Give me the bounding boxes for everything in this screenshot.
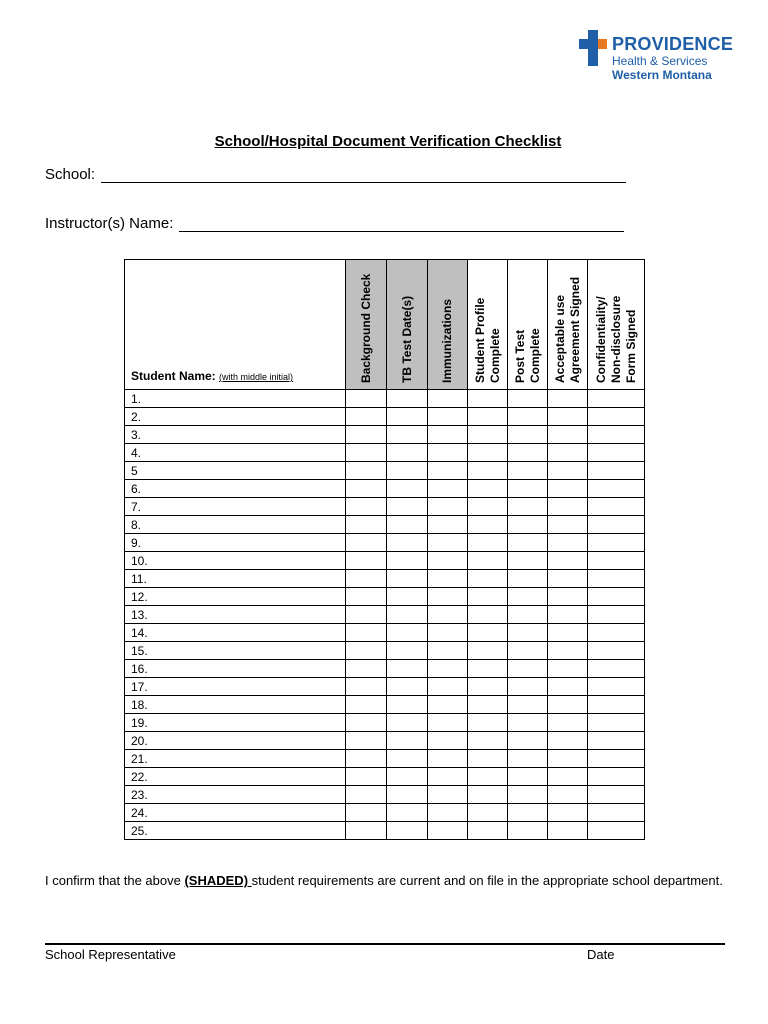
check-cell[interactable] xyxy=(548,750,588,768)
table-row xyxy=(125,714,645,732)
check-cell[interactable] xyxy=(548,786,588,804)
check-cell[interactable] xyxy=(548,804,588,822)
student-name-cell[interactable]: 1. xyxy=(125,390,346,408)
check-cell[interactable] xyxy=(548,768,588,786)
check-cell[interactable] xyxy=(588,462,645,480)
table-row xyxy=(125,678,645,696)
check-cell[interactable] xyxy=(428,552,468,570)
student-name-cell[interactable]: 16. xyxy=(125,660,346,678)
check-cell[interactable] xyxy=(588,426,645,444)
check-cell[interactable] xyxy=(346,624,387,642)
check-cell[interactable] xyxy=(428,696,468,714)
page-title: School/Hospital Document Verification Checklist xyxy=(214,133,562,150)
check-cell[interactable] xyxy=(468,426,508,444)
school-representative-label: School Representative xyxy=(45,947,176,962)
check-cell[interactable] xyxy=(468,570,508,588)
check-cell[interactable] xyxy=(588,660,645,678)
check-cell[interactable] xyxy=(428,732,468,750)
check-cell[interactable] xyxy=(588,624,645,642)
instructor-label: Instructor(s) Name: xyxy=(45,215,174,232)
check-cell[interactable] xyxy=(588,516,645,534)
student-name-cell[interactable]: 18. xyxy=(125,696,346,714)
check-cell[interactable] xyxy=(387,804,428,822)
school-line[interactable] xyxy=(101,169,626,183)
table-row xyxy=(125,426,645,444)
check-cell[interactable] xyxy=(346,480,387,498)
check-cell[interactable] xyxy=(428,624,468,642)
check-cell[interactable] xyxy=(428,498,468,516)
check-cell[interactable] xyxy=(387,714,428,732)
check-cell[interactable] xyxy=(468,696,508,714)
column-header-tb-test: TB Test Date(s) xyxy=(387,260,428,390)
check-cell[interactable] xyxy=(428,660,468,678)
table-row xyxy=(125,408,645,426)
check-cell[interactable] xyxy=(468,624,508,642)
student-name-cell[interactable]: 22. xyxy=(125,768,346,786)
check-cell[interactable] xyxy=(548,822,588,840)
check-cell[interactable] xyxy=(588,768,645,786)
table-row xyxy=(125,444,645,462)
check-cell[interactable] xyxy=(468,498,508,516)
student-name-cell[interactable]: 5 xyxy=(125,462,346,480)
check-cell[interactable] xyxy=(588,534,645,552)
table-row xyxy=(125,480,645,498)
check-cell[interactable] xyxy=(468,732,508,750)
check-cell[interactable] xyxy=(508,516,548,534)
check-cell[interactable] xyxy=(468,660,508,678)
table-row xyxy=(125,750,645,768)
check-cell[interactable] xyxy=(548,732,588,750)
check-cell[interactable] xyxy=(468,588,508,606)
check-cell[interactable] xyxy=(588,498,645,516)
student-name-cell[interactable]: 24. xyxy=(125,804,346,822)
check-cell[interactable] xyxy=(508,732,548,750)
check-cell[interactable] xyxy=(387,750,428,768)
check-cell[interactable] xyxy=(346,516,387,534)
logo-brand: PROVIDENCE xyxy=(612,34,734,54)
check-cell[interactable] xyxy=(468,480,508,498)
check-cell[interactable] xyxy=(508,624,548,642)
check-cell[interactable] xyxy=(387,426,428,444)
table-row xyxy=(125,660,645,678)
check-cell[interactable] xyxy=(468,822,508,840)
table-row xyxy=(125,822,645,840)
table-row xyxy=(125,732,645,750)
table-row xyxy=(125,534,645,552)
table-row xyxy=(125,570,645,588)
check-cell[interactable] xyxy=(588,732,645,750)
student-name-cell[interactable]: 15. xyxy=(125,642,346,660)
check-cell[interactable] xyxy=(428,570,468,588)
logo-subtitle-1: Health & Services xyxy=(612,54,708,68)
student-name-cell[interactable]: 21. xyxy=(125,750,346,768)
check-cell[interactable] xyxy=(508,696,548,714)
check-cell[interactable] xyxy=(387,390,428,408)
check-cell[interactable] xyxy=(387,732,428,750)
check-cell[interactable] xyxy=(346,498,387,516)
check-cell[interactable] xyxy=(508,480,548,498)
confirm-text-end: student requirements are current and on file in the appropriate school department. xyxy=(251,873,723,888)
check-cell[interactable] xyxy=(508,750,548,768)
check-cell[interactable] xyxy=(346,714,387,732)
check-cell[interactable] xyxy=(387,570,428,588)
check-cell[interactable] xyxy=(346,606,387,624)
check-cell[interactable] xyxy=(588,678,645,696)
check-cell[interactable] xyxy=(588,408,645,426)
check-cell[interactable] xyxy=(588,804,645,822)
check-cell[interactable] xyxy=(548,534,588,552)
student-name-cell[interactable]: 6. xyxy=(125,480,346,498)
check-cell[interactable] xyxy=(346,534,387,552)
check-cell[interactable] xyxy=(387,822,428,840)
check-cell[interactable] xyxy=(387,516,428,534)
check-cell[interactable] xyxy=(428,750,468,768)
check-cell[interactable] xyxy=(428,588,468,606)
check-cell[interactable] xyxy=(346,822,387,840)
confirm-text-start: I confirm that the above xyxy=(45,873,185,888)
check-cell[interactable] xyxy=(428,714,468,732)
check-cell[interactable] xyxy=(508,570,548,588)
check-cell[interactable] xyxy=(428,390,468,408)
check-cell[interactable] xyxy=(428,516,468,534)
check-cell[interactable] xyxy=(508,498,548,516)
check-cell[interactable] xyxy=(508,390,548,408)
check-cell[interactable] xyxy=(428,678,468,696)
check-cell[interactable] xyxy=(548,714,588,732)
check-cell[interactable] xyxy=(588,444,645,462)
date-label: Date xyxy=(587,947,615,962)
providence-logo xyxy=(579,30,749,86)
check-cell[interactable] xyxy=(346,696,387,714)
check-cell[interactable] xyxy=(588,750,645,768)
instructor-line[interactable] xyxy=(179,218,624,232)
check-cell[interactable] xyxy=(588,552,645,570)
check-cell[interactable] xyxy=(468,786,508,804)
check-cell[interactable] xyxy=(508,822,548,840)
student-name-cell[interactable]: 13. xyxy=(125,606,346,624)
check-cell[interactable] xyxy=(468,768,508,786)
check-cell[interactable] xyxy=(508,660,548,678)
check-cell[interactable] xyxy=(508,588,548,606)
check-cell[interactable] xyxy=(508,534,548,552)
check-cell[interactable] xyxy=(468,552,508,570)
check-cell[interactable] xyxy=(387,696,428,714)
confirm-shaded-word: (SHADED) xyxy=(184,873,252,888)
check-cell[interactable] xyxy=(468,444,508,462)
student-name-cell[interactable]: 10. xyxy=(125,552,346,570)
check-cell[interactable] xyxy=(508,642,548,660)
check-cell[interactable] xyxy=(508,444,548,462)
check-cell[interactable] xyxy=(508,714,548,732)
check-cell[interactable] xyxy=(588,588,645,606)
check-cell[interactable] xyxy=(387,462,428,480)
check-cell[interactable] xyxy=(346,570,387,588)
check-cell[interactable] xyxy=(548,444,588,462)
table-row xyxy=(125,642,645,660)
check-cell[interactable] xyxy=(346,660,387,678)
check-cell[interactable] xyxy=(346,552,387,570)
check-cell[interactable] xyxy=(548,696,588,714)
signature-line[interactable] xyxy=(45,943,725,945)
check-cell[interactable] xyxy=(468,408,508,426)
student-name-cell[interactable]: 3. xyxy=(125,426,346,444)
student-name-cell[interactable]: 23. xyxy=(125,786,346,804)
school-field xyxy=(45,166,626,183)
check-cell[interactable] xyxy=(588,642,645,660)
check-cell[interactable] xyxy=(548,498,588,516)
check-cell[interactable] xyxy=(428,822,468,840)
check-cell[interactable] xyxy=(387,534,428,552)
student-name-cell[interactable]: 19. xyxy=(125,714,346,732)
check-cell[interactable] xyxy=(468,642,508,660)
check-cell[interactable] xyxy=(428,606,468,624)
check-cell[interactable] xyxy=(428,426,468,444)
check-cell[interactable] xyxy=(346,444,387,462)
check-cell[interactable] xyxy=(508,552,548,570)
check-cell[interactable] xyxy=(387,660,428,678)
check-cell[interactable] xyxy=(387,678,428,696)
check-cell[interactable] xyxy=(387,786,428,804)
table-row xyxy=(125,516,645,534)
check-cell[interactable] xyxy=(588,570,645,588)
check-cell[interactable] xyxy=(346,426,387,444)
student-name-cell[interactable]: 2. xyxy=(125,408,346,426)
check-cell[interactable] xyxy=(548,624,588,642)
logo-subtitle-2: Western Montana xyxy=(612,68,712,82)
student-name-header xyxy=(125,260,346,390)
student-name-cell[interactable]: 11. xyxy=(125,570,346,588)
cross-icon xyxy=(579,30,607,66)
check-cell[interactable] xyxy=(346,390,387,408)
check-cell[interactable] xyxy=(588,696,645,714)
check-cell[interactable] xyxy=(346,408,387,426)
check-cell[interactable] xyxy=(588,714,645,732)
check-cell[interactable] xyxy=(428,444,468,462)
check-cell[interactable] xyxy=(428,462,468,480)
column-header-student-profile: Student Profile Complete xyxy=(468,260,508,390)
check-cell[interactable] xyxy=(468,750,508,768)
check-cell[interactable] xyxy=(387,552,428,570)
check-cell[interactable] xyxy=(508,804,548,822)
student-name-cell[interactable]: 7. xyxy=(125,498,346,516)
check-cell[interactable] xyxy=(387,642,428,660)
check-cell[interactable] xyxy=(508,408,548,426)
column-header-background-check: Background Check xyxy=(346,260,387,390)
column-header-immunizations: Immunizations xyxy=(428,260,468,390)
check-cell[interactable] xyxy=(548,678,588,696)
check-cell[interactable] xyxy=(346,768,387,786)
check-cell[interactable] xyxy=(548,426,588,444)
student-name-header-label: Student Name: xyxy=(131,369,216,383)
student-name-cell[interactable]: 8. xyxy=(125,516,346,534)
check-cell[interactable] xyxy=(346,750,387,768)
checklist-table xyxy=(124,259,645,840)
table-header-row xyxy=(125,260,645,390)
table-row xyxy=(125,696,645,714)
check-cell[interactable] xyxy=(468,714,508,732)
check-cell[interactable] xyxy=(588,390,645,408)
check-cell[interactable] xyxy=(346,804,387,822)
student-name-cell[interactable]: 9. xyxy=(125,534,346,552)
confirmation-statement xyxy=(45,871,725,890)
check-cell[interactable] xyxy=(548,660,588,678)
check-cell[interactable] xyxy=(346,786,387,804)
check-cell[interactable] xyxy=(428,534,468,552)
check-cell[interactable] xyxy=(428,642,468,660)
check-cell[interactable] xyxy=(588,480,645,498)
table-row xyxy=(125,804,645,822)
table-row xyxy=(125,498,645,516)
check-cell[interactable] xyxy=(387,624,428,642)
check-cell[interactable] xyxy=(468,678,508,696)
check-cell[interactable] xyxy=(387,768,428,786)
check-cell[interactable] xyxy=(346,642,387,660)
check-cell[interactable] xyxy=(387,480,428,498)
check-cell[interactable] xyxy=(548,390,588,408)
check-cell[interactable] xyxy=(387,588,428,606)
check-cell[interactable] xyxy=(508,786,548,804)
check-cell[interactable] xyxy=(508,426,548,444)
check-cell[interactable] xyxy=(548,462,588,480)
check-cell[interactable] xyxy=(346,678,387,696)
check-cell[interactable] xyxy=(428,408,468,426)
check-cell[interactable] xyxy=(548,642,588,660)
check-cell[interactable] xyxy=(548,588,588,606)
table-row xyxy=(125,606,645,624)
instructor-field xyxy=(45,215,624,232)
school-label: School: xyxy=(45,166,96,183)
check-cell[interactable] xyxy=(588,822,645,840)
table-row xyxy=(125,786,645,804)
check-cell[interactable] xyxy=(346,588,387,606)
table-row xyxy=(125,552,645,570)
check-cell[interactable] xyxy=(548,408,588,426)
table-row xyxy=(125,390,645,408)
check-cell[interactable] xyxy=(468,516,508,534)
check-cell[interactable] xyxy=(588,786,645,804)
column-header-acceptable-use: Acceptable use Agreement Signed xyxy=(548,260,588,390)
check-cell[interactable] xyxy=(468,534,508,552)
table-row xyxy=(125,768,645,786)
check-cell[interactable] xyxy=(387,444,428,462)
student-name-cell[interactable]: 14. xyxy=(125,624,346,642)
check-cell[interactable] xyxy=(468,462,508,480)
student-name-cell[interactable]: 20. xyxy=(125,732,346,750)
check-cell[interactable] xyxy=(387,606,428,624)
check-cell[interactable] xyxy=(428,786,468,804)
check-cell[interactable] xyxy=(548,480,588,498)
check-cell[interactable] xyxy=(548,570,588,588)
table-row xyxy=(125,624,645,642)
check-cell[interactable] xyxy=(428,480,468,498)
column-header-confidentiality: Confidentiality/ Non-disclosure Form Signed xyxy=(588,260,645,390)
check-cell[interactable] xyxy=(508,462,548,480)
check-cell[interactable] xyxy=(346,732,387,750)
student-name-cell[interactable]: 25. xyxy=(125,822,346,840)
check-cell[interactable] xyxy=(346,462,387,480)
check-cell[interactable] xyxy=(468,606,508,624)
student-name-header-note: (with middle initial) xyxy=(219,372,294,382)
check-cell[interactable] xyxy=(387,498,428,516)
check-cell[interactable] xyxy=(387,408,428,426)
table-row xyxy=(125,588,645,606)
student-name-cell[interactable]: 17. xyxy=(125,678,346,696)
check-cell[interactable] xyxy=(428,768,468,786)
student-name-cell[interactable]: 4. xyxy=(125,444,346,462)
check-cell[interactable] xyxy=(548,606,588,624)
check-cell[interactable] xyxy=(508,768,548,786)
column-header-post-test: Post Test Complete xyxy=(508,260,548,390)
check-cell[interactable] xyxy=(588,606,645,624)
check-cell[interactable] xyxy=(508,678,548,696)
table-row xyxy=(125,462,645,480)
check-cell[interactable] xyxy=(548,552,588,570)
student-name-cell[interactable]: 12. xyxy=(125,588,346,606)
check-cell[interactable] xyxy=(548,516,588,534)
check-cell[interactable] xyxy=(508,606,548,624)
check-cell[interactable] xyxy=(468,804,508,822)
check-cell[interactable] xyxy=(428,804,468,822)
check-cell[interactable] xyxy=(468,390,508,408)
